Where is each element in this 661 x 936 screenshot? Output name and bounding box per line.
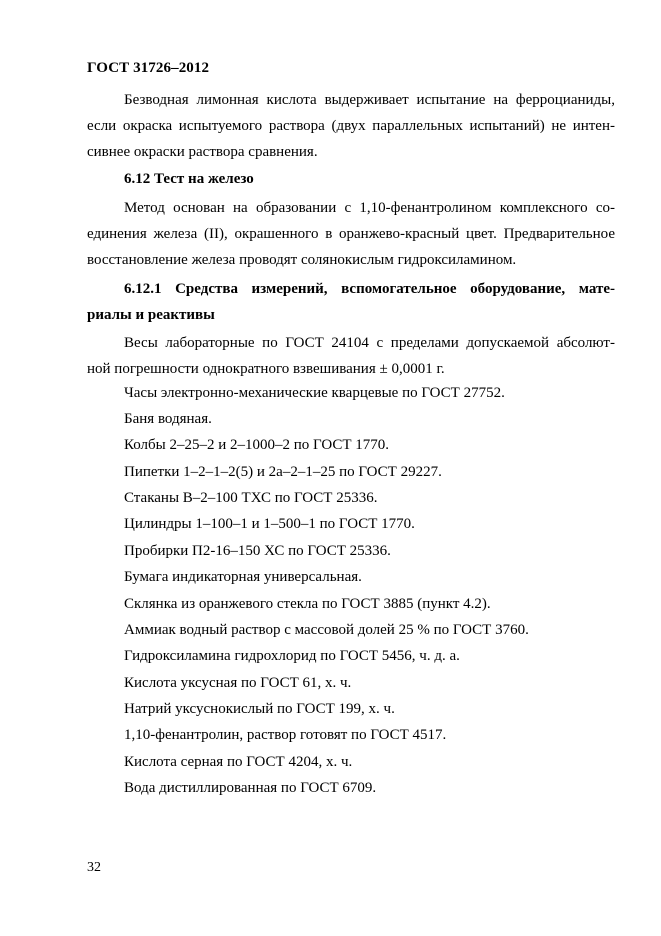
text-line: Метод основан на образовании с 1,10-фенантролином комплексного со-	[124, 200, 615, 216]
section-heading-6-12-1	[87, 276, 615, 328]
list-item: Баня водяная.	[124, 411, 212, 427]
list-item: Часы электронно-механические кварцевые по ГОСТ 27752.	[124, 385, 505, 401]
list-item: Пипетки 1–2–1–2(5) и 2а–2–1–25 по ГОСТ 29227.	[124, 464, 442, 480]
text-line: восстановление железа проводят солянокислым гидроксиламином.	[87, 252, 517, 268]
text-line: Безводная лимонная кислота выдерживает испытание на ферроцианиды,	[124, 92, 615, 108]
list-item: Аммиак водный раствор с массовой долей 25 % по ГОСТ 3760.	[124, 622, 529, 638]
list-item: Натрий уксуснокислый по ГОСТ 199, х. ч.	[124, 701, 395, 717]
list-item: Бумага индикаторная универсальная.	[124, 569, 362, 585]
list-item: Пробирки П2-16–150 ХС по ГОСТ 25336.	[124, 543, 391, 559]
list-item: Гидроксиламина гидрохлорид по ГОСТ 5456, ч. д. а.	[124, 648, 460, 664]
section-6-12-paragraph	[87, 195, 615, 273]
list-item: Склянка из оранжевого стекла по ГОСТ 3885 (пункт 4.2).	[124, 596, 491, 612]
text-line: если окраска испытуемого раствора (двух параллельных испытаний) не интен-	[87, 118, 615, 134]
text-line: Весы лабораторные по ГОСТ 24104 с пределами допускаемой абсолют-	[124, 335, 615, 351]
intro-paragraph	[87, 87, 615, 165]
section-heading-6-12: 6.12 Тест на железо	[124, 171, 254, 187]
list-item: Стаканы В–2–100 ТХС по ГОСТ 25336.	[124, 490, 378, 506]
document-code-header: ГОСТ 31726–2012	[87, 60, 210, 76]
list-item: Цилиндры 1–100–1 и 1–500–1 по ГОСТ 1770.	[124, 516, 415, 532]
heading-line: риалы и реактивы	[87, 307, 215, 323]
list-item: Кислота серная по ГОСТ 4204, х. ч.	[124, 754, 353, 770]
heading-line: 6.12.1 Средства измерений, вспомогательное оборудование, мате-	[124, 281, 615, 297]
text-line: сивнее окраски раствора сравнения.	[87, 144, 318, 160]
scales-paragraph	[87, 330, 615, 382]
list-item: Вода дистиллированная по ГОСТ 6709.	[124, 780, 377, 796]
list-item: Кислота уксусная по ГОСТ 61, х. ч.	[124, 675, 352, 691]
text-line: единения железа (II), окрашенного в оранжево-красный цвет. Предварительное	[87, 226, 615, 242]
text-line: ной погрешности однократного взвешивания ± 0,0001 г.	[87, 361, 445, 377]
list-item: 1,10-фенантролин, раствор готовят по ГОСТ 4517.	[124, 727, 447, 743]
list-item: Колбы 2–25–2 и 2–1000–2 по ГОСТ 1770.	[124, 437, 390, 453]
page-number: 32	[87, 860, 101, 875]
